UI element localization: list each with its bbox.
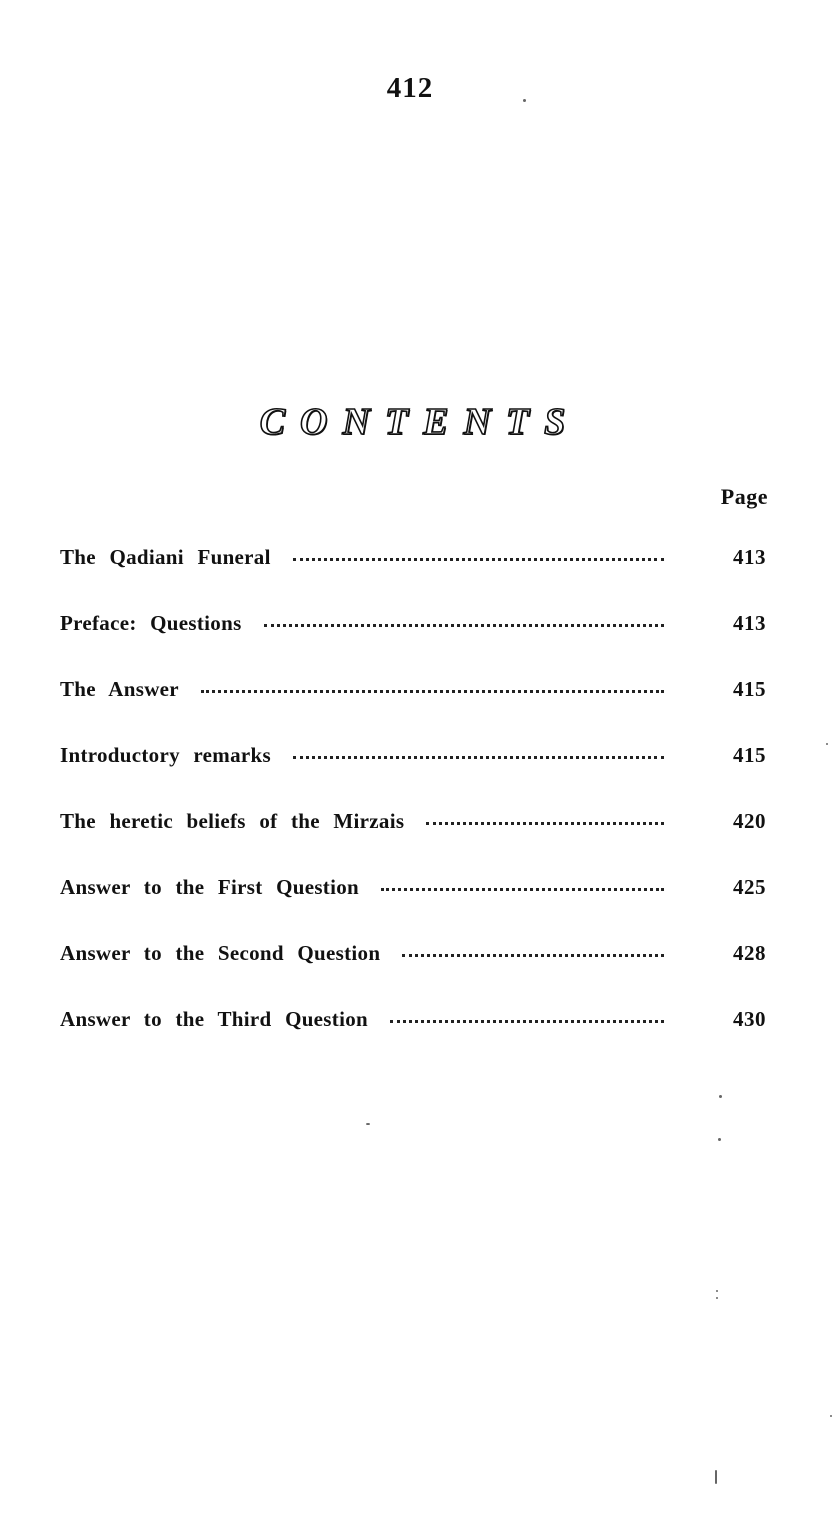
- scan-speck: [716, 1290, 718, 1292]
- scan-speck: [830, 1415, 832, 1417]
- scan-speck: [826, 743, 828, 745]
- toc-entry: [60, 611, 766, 677]
- toc-entry-title: The Qadiani Funeral: [60, 545, 271, 569]
- dot-leader: [293, 756, 664, 759]
- scan-speck: [366, 1123, 370, 1125]
- toc-entry-page: 430: [733, 1007, 766, 1031]
- dot-leader: [293, 558, 664, 561]
- toc-entry: [60, 809, 766, 875]
- toc-entry-page: 420: [733, 809, 766, 833]
- scan-speck: [523, 99, 526, 102]
- toc-entry-title: Answer to the Second Question: [60, 941, 381, 965]
- toc-entry-title: The heretic beliefs of the Mirzais: [60, 809, 405, 833]
- contents-title: CONTENTS: [259, 401, 581, 443]
- toc-entry-title: Answer to the Third Question: [60, 1007, 368, 1031]
- dot-leader: [201, 690, 664, 693]
- dot-leader: [426, 822, 664, 825]
- toc-entry: [60, 941, 766, 1007]
- toc-entry-page: 428: [733, 941, 766, 965]
- toc-entry: [60, 677, 766, 743]
- toc-entry: [60, 545, 766, 611]
- toc-entry-page: 413: [733, 545, 766, 569]
- toc-entry: [60, 743, 766, 809]
- toc-entry-title: The Answer: [60, 677, 179, 701]
- toc-entry-page: 415: [733, 677, 766, 701]
- scan-speck: [719, 1095, 722, 1098]
- toc-entry: [60, 1007, 766, 1073]
- toc-entry-title: Preface: Questions: [60, 611, 242, 635]
- scan-speck: [718, 1138, 721, 1141]
- toc-entry-page: 425: [733, 875, 766, 899]
- dot-leader: [381, 888, 664, 891]
- toc-entry: [60, 875, 766, 941]
- toc-entry-title: Introductory remarks: [60, 743, 271, 767]
- toc-entry-page: 415: [733, 743, 766, 767]
- dot-leader: [264, 624, 664, 627]
- page-column-label: Page: [720, 484, 768, 509]
- dot-leader: [390, 1020, 664, 1023]
- page-number: 412: [386, 72, 434, 104]
- table-of-contents: [60, 545, 766, 1073]
- dot-leader: [402, 954, 664, 957]
- toc-entry-page: 413: [733, 611, 766, 635]
- scan-speck: [715, 1470, 717, 1484]
- toc-entry-title: Answer to the First Question: [60, 875, 359, 899]
- scan-speck: [716, 1297, 718, 1299]
